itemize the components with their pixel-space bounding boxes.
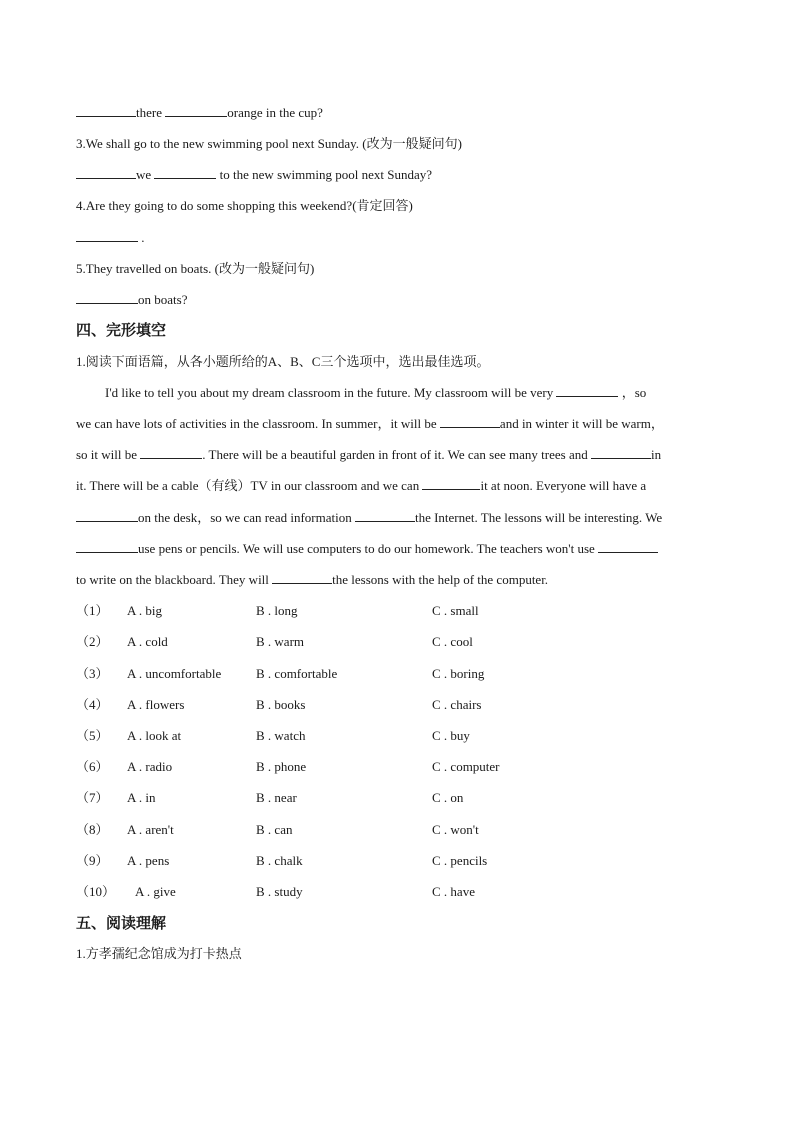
option-a[interactable]: A . cold	[127, 634, 168, 649]
cloze-blank-2[interactable]	[440, 415, 500, 428]
option-b[interactable]: B . watch	[256, 728, 306, 743]
option-a[interactable]: A . radio	[127, 759, 173, 774]
option-c[interactable]: C . small	[432, 603, 479, 618]
option-b[interactable]: B . near	[256, 790, 297, 805]
text: there	[136, 105, 166, 120]
option-c[interactable]: C . chairs	[432, 697, 482, 712]
option-number: （8）	[76, 822, 109, 837]
option-number: （10）	[76, 884, 116, 899]
option-number: （1）	[76, 603, 109, 618]
answer-blank[interactable]	[165, 104, 227, 117]
text: in	[650, 447, 662, 462]
option-number: （6）	[76, 759, 109, 774]
text: orange in the cup?	[227, 105, 323, 120]
answer-blank[interactable]	[154, 166, 216, 179]
option-b[interactable]: B . warm	[256, 634, 305, 649]
answer-line-3	[76, 166, 432, 184]
option-a[interactable]: A . aren't	[127, 822, 174, 837]
text: so it will be	[76, 447, 141, 462]
question-5	[76, 260, 314, 278]
text: on the desk，so we can read information	[138, 510, 355, 525]
option-c[interactable]: C . buy	[432, 728, 470, 743]
option-row-8	[76, 821, 736, 839]
cloze-line-3	[76, 446, 736, 464]
cloze-blank-9[interactable]	[598, 540, 658, 553]
text: to the new swimming pool next Sunday?	[216, 167, 432, 182]
answer-line-4	[76, 229, 145, 247]
text: it. There will be a cable（有线）TV in our classroom and we can	[76, 478, 423, 493]
option-b[interactable]: B . phone	[256, 759, 307, 774]
option-c[interactable]: C . computer	[432, 759, 500, 774]
option-row-5	[76, 727, 736, 745]
section-4-heading: 四、完形填空	[76, 321, 167, 339]
text: it at noon. Everyone will have a	[480, 478, 647, 493]
option-number: （7）	[76, 790, 109, 805]
text: we	[136, 167, 155, 182]
option-a[interactable]: A . big	[127, 603, 163, 618]
option-b[interactable]: B . books	[256, 697, 306, 712]
option-row-6	[76, 758, 736, 776]
option-a[interactable]: A . uncomfortable	[127, 666, 222, 681]
reading-title: 1.方孝孺纪念馆成为打卡热点	[76, 946, 242, 961]
instruction-text: 1.阅读下面语篇，从各小题所给的A、B、C三个选项中，选出最佳选项。	[76, 354, 490, 369]
cloze-line-2	[76, 415, 736, 433]
option-row-2	[76, 633, 736, 651]
cloze-line-7	[76, 571, 736, 589]
option-c[interactable]: C . pencils	[432, 853, 488, 868]
option-c[interactable]: C . on	[432, 790, 464, 805]
text: .	[138, 230, 145, 245]
answer-line-2	[76, 104, 323, 122]
option-row-3	[76, 665, 736, 683]
cloze-blank-1[interactable]	[556, 384, 618, 397]
option-c[interactable]: C . have	[432, 884, 475, 899]
question-text: 3.We shall go to the new swimming pool next Sunday. (改为一般疑问句)	[76, 136, 462, 151]
option-c[interactable]: C . cool	[432, 634, 473, 649]
cloze-blank-3[interactable]	[140, 446, 202, 459]
option-number: （5）	[76, 728, 109, 743]
text: to write on the blackboard. They will	[76, 572, 273, 587]
cloze-blank-4[interactable]	[591, 446, 651, 459]
option-c[interactable]: C . won't	[432, 822, 479, 837]
option-a[interactable]: A . look at	[127, 728, 182, 743]
answer-line-5	[76, 291, 187, 309]
text: the Internet. The lessons will be interesting. We	[414, 510, 663, 525]
text: . There will be a beautiful garden in front of it. We can see many trees and	[202, 447, 591, 462]
question-text: 4.Are they going to do some shopping this weekend?(肯定回答)	[76, 198, 413, 213]
cloze-line-5	[76, 509, 736, 527]
answer-blank[interactable]	[76, 229, 138, 242]
question-4	[76, 197, 413, 215]
text: ，so	[618, 385, 647, 400]
answer-blank[interactable]	[76, 104, 136, 117]
option-a[interactable]: A . give	[135, 884, 176, 899]
option-number: （9）	[76, 853, 109, 868]
cloze-line-1	[105, 384, 765, 402]
option-b[interactable]: B . chalk	[256, 853, 303, 868]
reading-item-1	[76, 945, 242, 963]
cloze-blank-8[interactable]	[76, 540, 138, 553]
option-number: （3）	[76, 666, 109, 681]
option-b[interactable]: B . comfortable	[256, 666, 338, 681]
option-a[interactable]: A . pens	[127, 853, 170, 868]
cloze-line-6	[76, 540, 736, 558]
option-a[interactable]: A . in	[127, 790, 156, 805]
section-5-heading: 五、阅读理解	[76, 914, 167, 932]
option-b[interactable]: B . can	[256, 822, 293, 837]
option-row-1	[76, 602, 736, 620]
text: use pens or pencils. We will use computers to do our homework. The teachers won't use	[138, 541, 599, 556]
text: and in winter it will be warm，	[499, 416, 664, 431]
option-row-10	[76, 883, 736, 901]
text: I'd like to tell you about my dream classroom in the future. My classroom will be very	[105, 385, 557, 400]
option-a[interactable]: A . flowers	[127, 697, 185, 712]
cloze-line-4	[76, 477, 736, 495]
option-number: （2）	[76, 634, 109, 649]
cloze-blank-5[interactable]	[422, 477, 480, 490]
text: on boats?	[138, 292, 188, 307]
option-row-4	[76, 696, 736, 714]
text: we can have lots of activities in the classroom. In summer，it will be	[76, 416, 440, 431]
cloze-blank-7[interactable]	[355, 509, 415, 522]
question-text: 5.They travelled on boats. (改为一般疑问句)	[76, 261, 315, 276]
answer-blank[interactable]	[76, 166, 136, 179]
answer-blank[interactable]	[76, 291, 138, 304]
text: the lessons with the help of the computer.	[332, 572, 549, 587]
question-3	[76, 135, 462, 153]
option-row-9	[76, 852, 736, 870]
option-number: （4）	[76, 697, 109, 712]
cloze-blank-6[interactable]	[76, 509, 138, 522]
cloze-blank-10[interactable]	[272, 571, 332, 584]
option-row-7	[76, 789, 736, 807]
section-4-instruction	[76, 353, 489, 371]
option-b[interactable]: B . long	[256, 603, 298, 618]
option-b[interactable]: B . study	[256, 884, 303, 899]
option-c[interactable]: C . boring	[432, 666, 485, 681]
